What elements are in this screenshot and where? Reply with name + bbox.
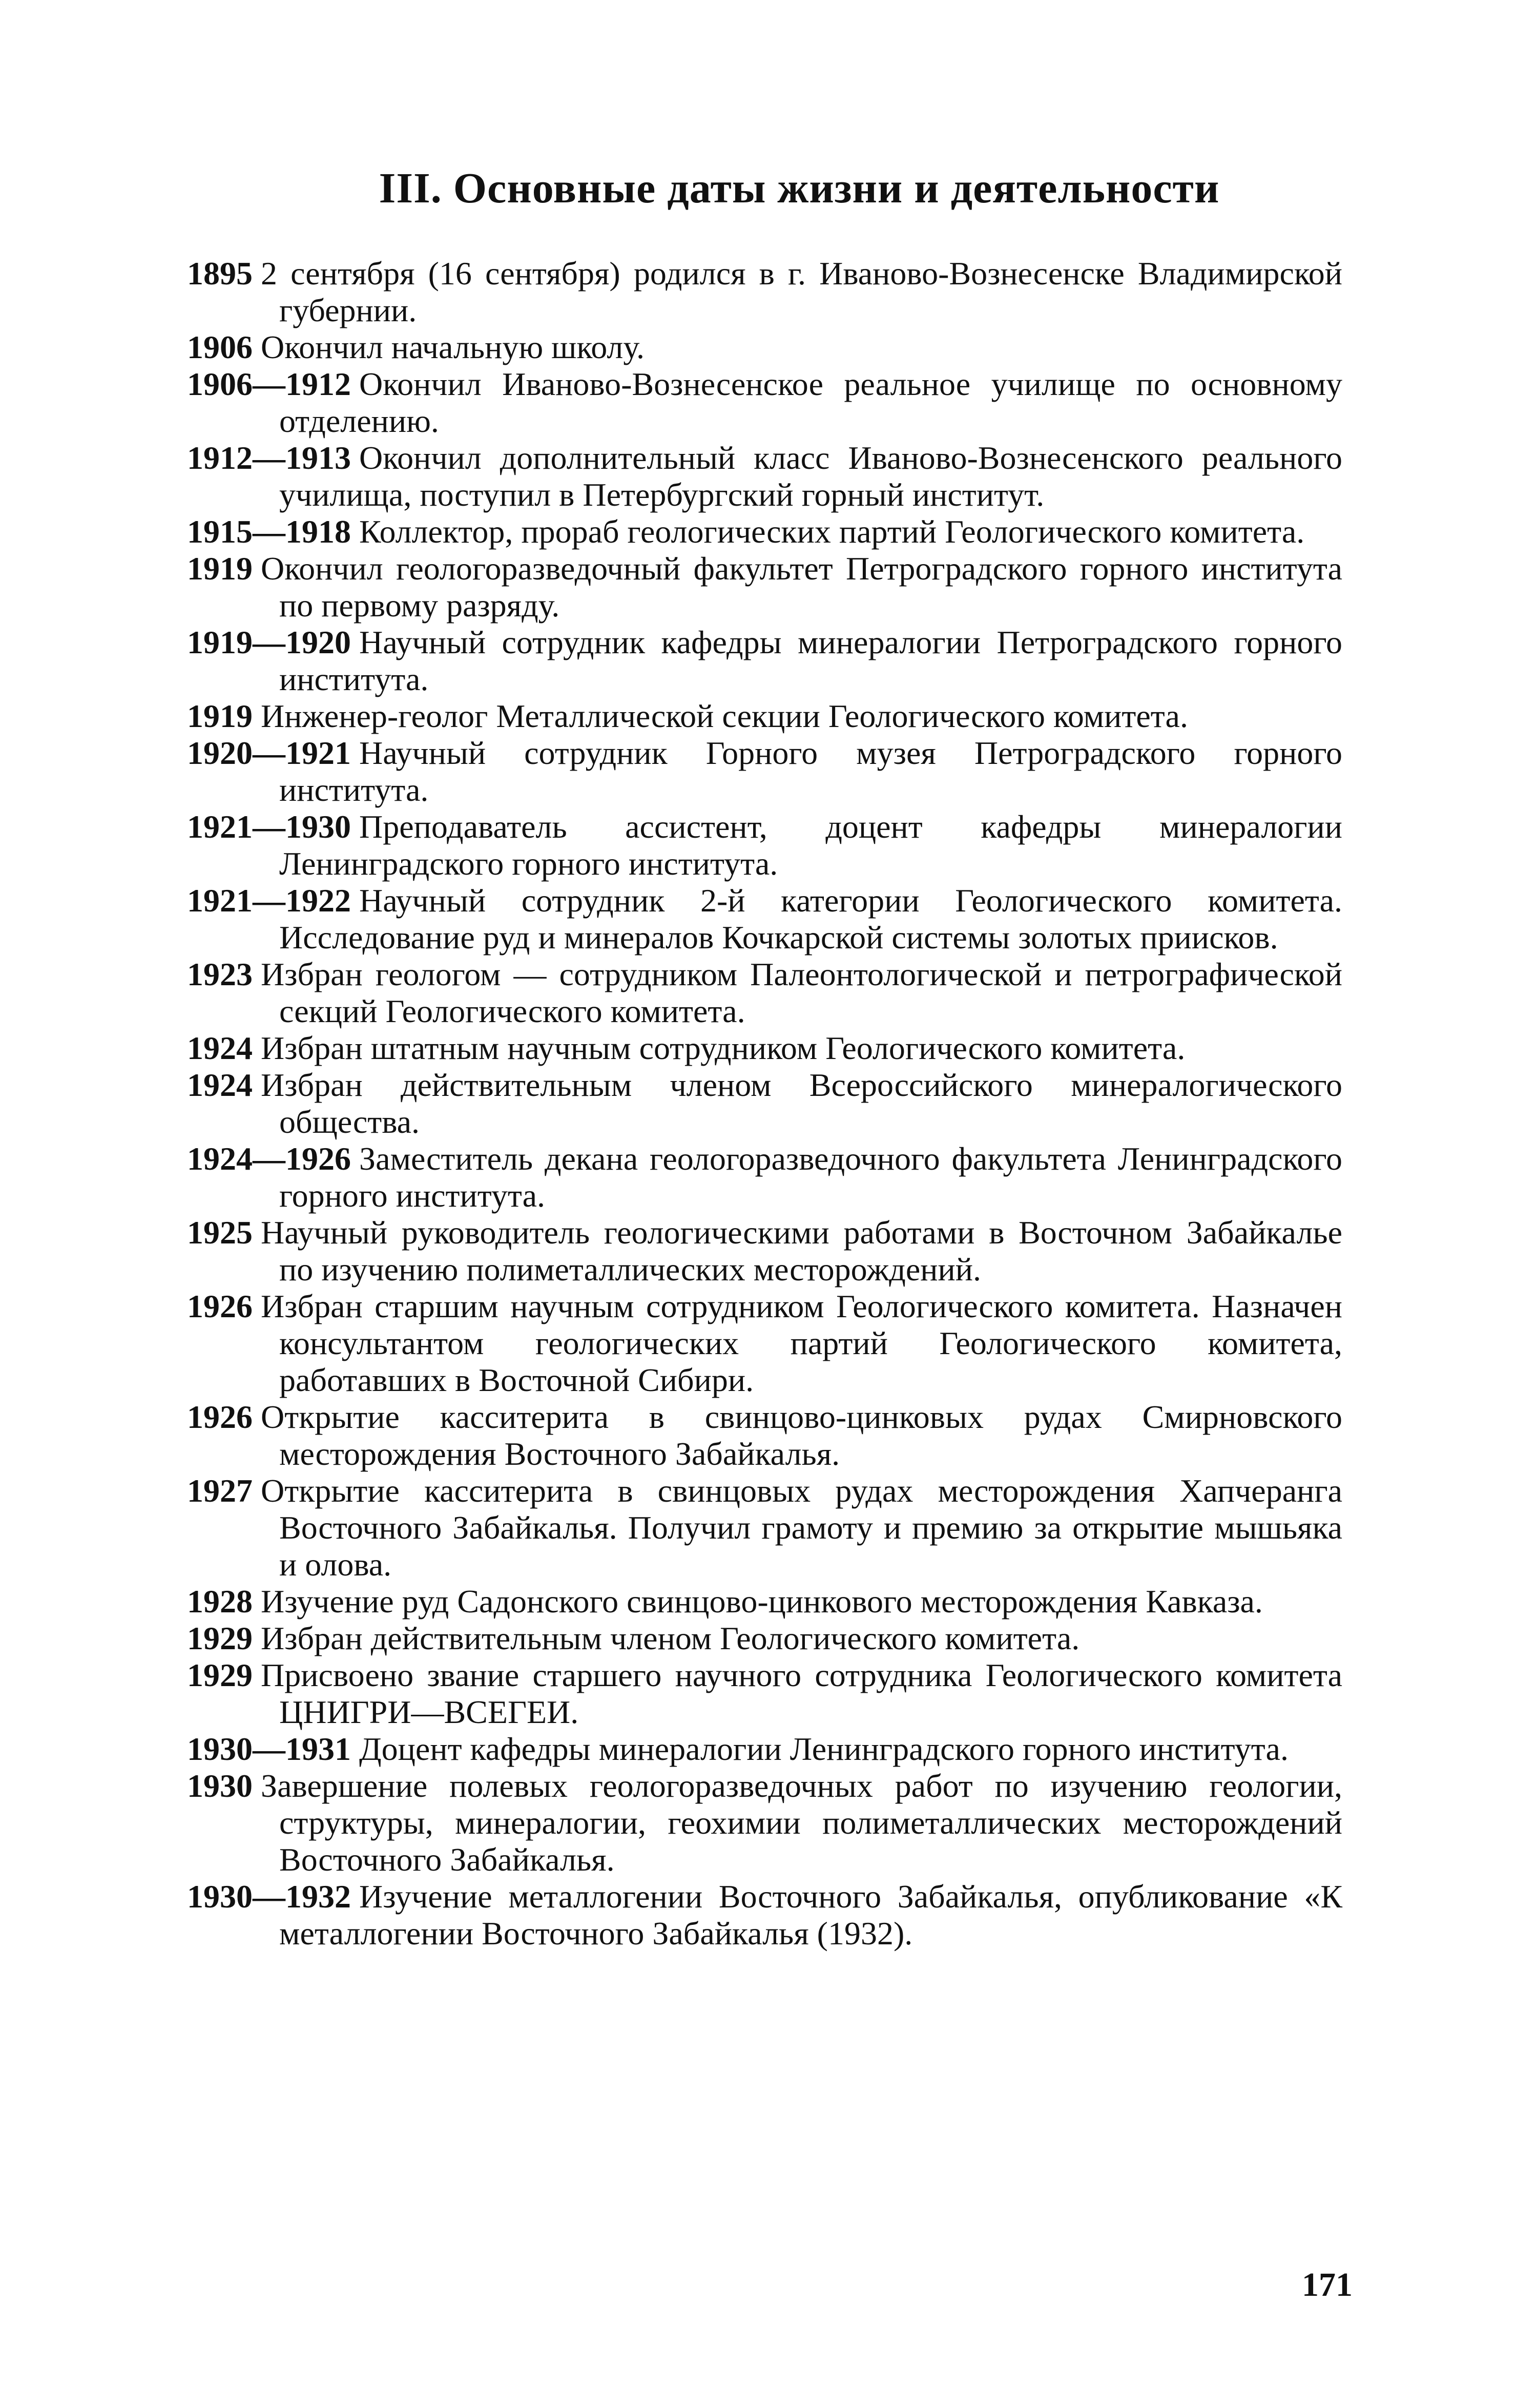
entry-text: Избран геологом — сотрудником Палеонтологической и петрографической секций Геологического комитета. <box>261 956 1342 1029</box>
entry-text: Открытие касситерита в свинцово-цинковых рудах Смирновского месторождения Восточного Забайкалья. <box>261 1399 1342 1472</box>
entry-date: 1906 <box>187 329 253 365</box>
entry-text: Окончил начальную школу. <box>261 329 645 365</box>
entry-text: Изучение руд Садонского свинцово-цинкового месторождения Кавказа. <box>261 1583 1263 1620</box>
entry-date: 1923 <box>187 956 253 992</box>
chronology-entry <box>187 1583 1342 1620</box>
entry-text: Избран действительным членом Геологического комитета. <box>261 1620 1080 1656</box>
entry-text: Научный сотрудник кафедры минералогии Петроградского горного института. <box>279 624 1342 697</box>
entry-date: 1919 <box>187 698 253 734</box>
entry-text: Открытие касситерита в свинцовых рудах месторождения Хапчеранга Восточного Забайкалья. Получил грамоту и премию за открытие мышьяка и олова. <box>261 1472 1342 1583</box>
chronology-entry <box>187 1399 1342 1472</box>
chronology-entry <box>187 366 1342 440</box>
chronology-entry <box>187 440 1342 513</box>
chronology-entry <box>187 1067 1342 1140</box>
chronology-entry <box>187 1140 1342 1214</box>
chronology-entry <box>187 1288 1342 1399</box>
entry-date: 1926 <box>187 1399 253 1435</box>
chronology-list <box>187 255 1342 1952</box>
chronology-entry <box>187 255 1342 329</box>
entry-date: 1928 <box>187 1583 253 1620</box>
entry-date: 1924 <box>187 1030 253 1066</box>
chronology-entry <box>187 1657 1342 1731</box>
chronology-entry <box>187 808 1342 882</box>
entry-date: 1925 <box>187 1214 253 1251</box>
chronology-entry <box>187 624 1342 698</box>
chronology-entry <box>187 735 1342 808</box>
section-title: III. Основные даты жизни и деятельности <box>379 164 1220 212</box>
entry-date: 1895 <box>187 255 253 292</box>
entry-date: 1927 <box>187 1472 253 1509</box>
chronology-entry <box>187 1472 1342 1583</box>
entry-date: 1919—1920 <box>187 624 351 660</box>
entry-text: Избран действительным членом Всероссийского минералогического общества. <box>261 1067 1342 1140</box>
entry-text: Окончил Иваново-Вознесенское реальное училище по основному отделению. <box>279 366 1342 439</box>
entry-date: 1921—1922 <box>187 882 351 919</box>
entry-date: 1924—1926 <box>187 1140 351 1177</box>
chronology-entry <box>187 882 1342 956</box>
entry-text: Научный сотрудник 2-й категории Геологического комитета. Исследование руд и минералов Кочкарской системы золотых приисков. <box>279 882 1342 956</box>
entry-date: 1920—1921 <box>187 735 351 771</box>
entry-text: Коллектор, прораб геологических партий Геологического комитета. <box>359 513 1305 550</box>
entry-text: Доцент кафедры минералогии Ленинградского горного института. <box>359 1731 1289 1767</box>
chronology-entry <box>187 1214 1342 1288</box>
entry-text: 2 сентября (16 сентября) родился в г. Иваново-Вознесенске Владимирской губернии. <box>261 255 1342 328</box>
entry-text: Заместитель декана геологоразведочного факультета Ленинградского горного института. <box>279 1140 1342 1214</box>
entry-text: Инженер-геолог Металлической секции Геологического комитета. <box>261 698 1188 734</box>
entry-text: Избран штатным научным сотрудником Геологического комитета. <box>261 1030 1186 1066</box>
entry-date: 1929 <box>187 1657 253 1693</box>
entry-date: 1930—1931 <box>187 1731 351 1767</box>
chronology-entry <box>187 1731 1342 1768</box>
chronology-entry <box>187 1030 1342 1067</box>
entry-date: 1924 <box>187 1067 253 1103</box>
chronology-entry <box>187 698 1342 735</box>
chronology-entry <box>187 1620 1342 1657</box>
entry-date: 1912—1913 <box>187 440 351 476</box>
entry-date: 1919 <box>187 550 253 587</box>
entry-date: 1929 <box>187 1620 253 1656</box>
entry-date: 1930—1932 <box>187 1878 351 1915</box>
entry-date: 1906—1912 <box>187 366 351 402</box>
page-number: 171 <box>1302 2266 1353 2303</box>
entry-text: Научный сотрудник Горного музея Петроградского горного института. <box>279 735 1342 808</box>
entry-text: Избран старшим научным сотрудником Геологического комитета. Назначен консультантом геологических партий Геологического комитета, работавших в Восточной Сибири. <box>261 1288 1342 1398</box>
entry-date: 1930 <box>187 1768 253 1804</box>
chronology-entry <box>187 329 1342 366</box>
entry-text: Преподаватель ассистент, доцент кафедры минералогии Ленинградского горного института. <box>279 808 1342 882</box>
entry-date: 1915—1918 <box>187 513 351 550</box>
chronology-entry <box>187 513 1342 550</box>
entry-text: Присвоено звание старшего научного сотрудника Геологического комитета ЦНИГРИ—ВСЕГЕИ. <box>261 1657 1342 1730</box>
chronology-entry <box>187 1878 1342 1952</box>
entry-text: Завершение полевых геологоразведочных работ по изучению геологии, структуры, минералогии, геохимии полиметаллических месторождений Восточного Забайкалья. <box>261 1768 1342 1878</box>
entry-text: Окончил геологоразведочный факультет Петроградского горного института по первому разряду. <box>261 550 1342 624</box>
chronology-entry <box>187 956 1342 1030</box>
entry-text: Изучение металлогении Восточного Забайкалья, опубликование «К металлогении Восточного Забайкалья (1932). <box>279 1878 1342 1952</box>
chronology-entry <box>187 1768 1342 1878</box>
entry-date: 1921—1930 <box>187 808 351 845</box>
entry-date: 1926 <box>187 1288 253 1324</box>
entry-text: Окончил дополнительный класс Иваново-Вознесенского реального училища, поступил в Петербургский горный институт. <box>279 440 1342 513</box>
entry-text: Научный руководитель геологическими работами в Восточном Забайкалье по изучению полиметаллических месторождений. <box>261 1214 1342 1288</box>
chronology-entry <box>187 550 1342 624</box>
